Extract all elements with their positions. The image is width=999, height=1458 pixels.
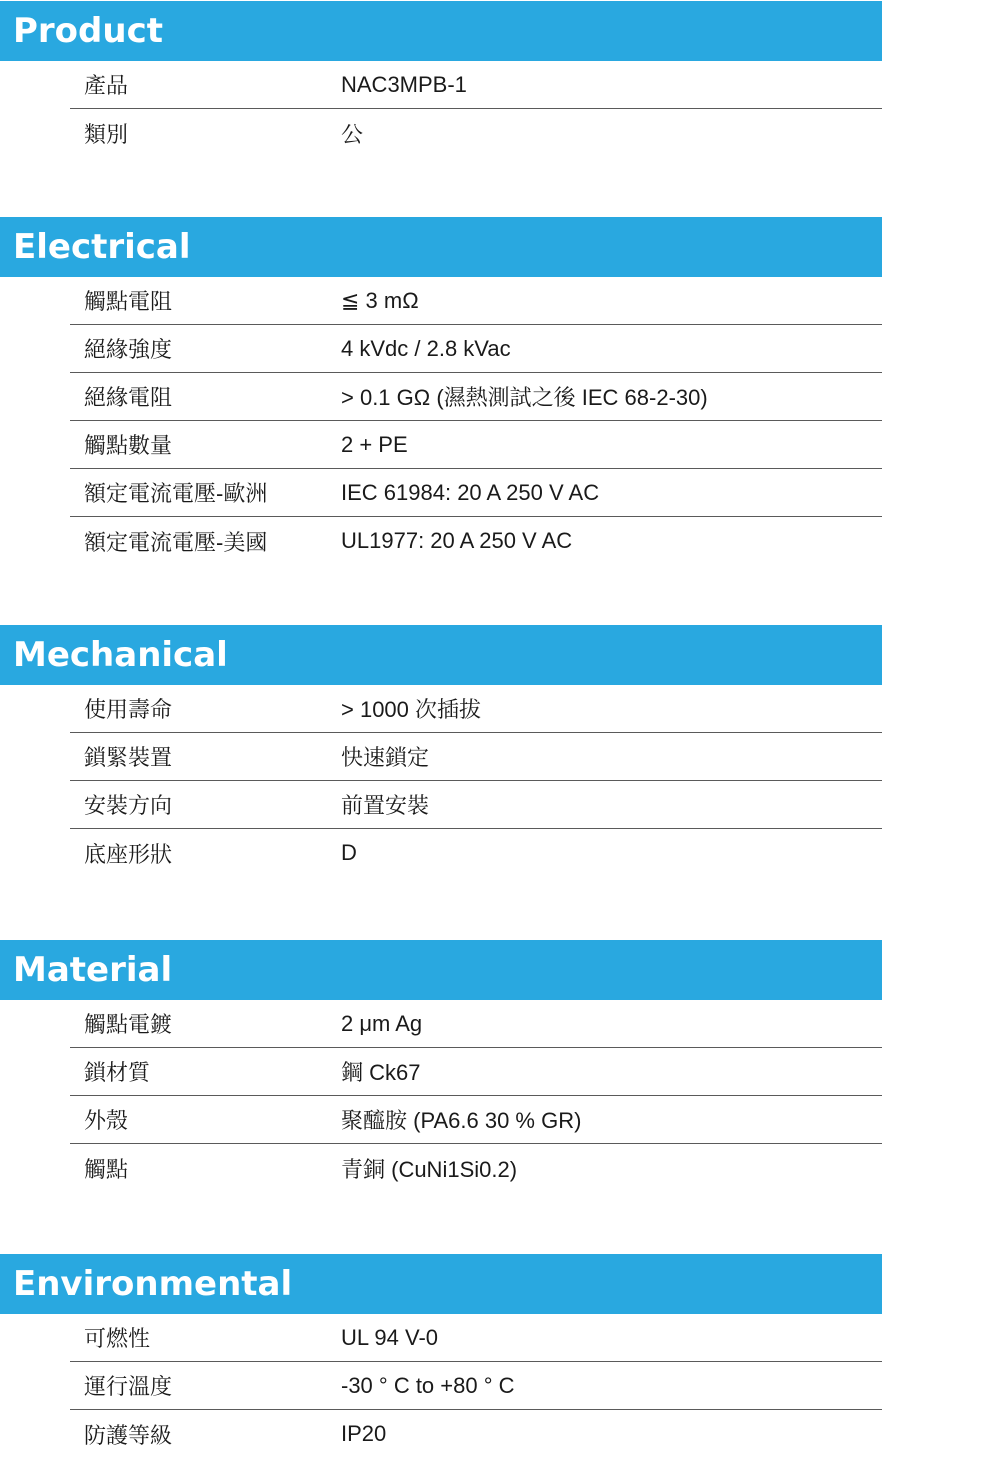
spec-value: ≦ 3 mΩ (341, 287, 419, 313)
spec-value: > 0.1 GΩ (濕熱測試之後 IEC 68-2-30) (341, 385, 708, 410)
spec-row (70, 1362, 882, 1410)
spec-label: 觸點電鍍 (84, 1012, 173, 1037)
section-title: Environmental (0, 1254, 882, 1314)
spec-table (70, 277, 882, 565)
spec-value: NAC3MPB-1 (341, 71, 467, 97)
spec-row (70, 1096, 882, 1144)
spec-row (70, 733, 882, 781)
spec-value: IEC 61984: 20 A 250 V AC (341, 479, 600, 505)
spec-label: 底座形狀 (84, 841, 173, 867)
spec-value: 青銅 (CuNi1Si0.2) (341, 1156, 518, 1182)
spec-label: 觸點 (84, 1156, 129, 1182)
spec-row (70, 781, 882, 829)
spec-value: 聚醯胺 (PA6.6 30 % GR) (341, 1108, 582, 1133)
spec-row (70, 373, 882, 421)
spec-table (70, 685, 882, 877)
spec-row (70, 1048, 882, 1096)
spec-row (70, 517, 882, 565)
spec-label: 類別 (84, 121, 129, 147)
spec-row (70, 1410, 882, 1458)
spec-row (70, 61, 882, 109)
spec-row (70, 829, 882, 877)
spec-row (70, 1314, 882, 1362)
spec-value: UL 94 V-0 (341, 1324, 439, 1350)
section-material (0, 940, 882, 1192)
spec-label: 鎖材質 (84, 1060, 151, 1085)
spec-table (70, 61, 882, 157)
spec-label: 絕緣電阻 (84, 385, 173, 410)
section-title: Product (0, 1, 882, 61)
spec-row (70, 325, 882, 373)
spec-value: -30 ° C to +80 ° C (341, 1372, 515, 1398)
spec-label: 鎖緊裝置 (84, 745, 173, 770)
spec-label: 觸點電阻 (84, 289, 173, 314)
spec-label: 安裝方向 (84, 793, 173, 818)
section-electrical (0, 217, 882, 565)
spec-value: IP20 (341, 1421, 387, 1446)
spec-value: D (341, 840, 357, 865)
spec-label: 外殼 (84, 1108, 129, 1133)
spec-label: 可燃性 (84, 1326, 151, 1351)
spec-row (70, 469, 882, 517)
spec-value: 4 kVdc / 2.8 kVac (341, 335, 511, 361)
spec-label: 防護等級 (84, 1422, 173, 1448)
section-mechanical (0, 625, 882, 877)
spec-row (70, 1144, 882, 1192)
spec-label: 額定電流電壓-歐洲 (84, 481, 268, 506)
spec-value: 前置安裝 (341, 793, 430, 818)
spec-value: 2 + PE (341, 431, 408, 457)
section-title: Mechanical (0, 625, 882, 685)
spec-value: 快速鎖定 (341, 745, 430, 770)
spec-value: 2 μm Ag (341, 1010, 423, 1036)
spec-value: 鋼 Ck67 (341, 1060, 421, 1085)
spec-row (70, 421, 882, 469)
spec-label: 運行溫度 (84, 1374, 173, 1399)
spec-label: 額定電流電壓-美國 (84, 529, 268, 555)
spec-row (70, 1000, 882, 1048)
spec-label: 觸點數量 (84, 433, 173, 458)
spec-label: 產品 (84, 73, 129, 98)
spec-row (70, 277, 882, 325)
section-product (0, 1, 882, 157)
spec-value: 公 (341, 121, 364, 147)
spec-label: 使用壽命 (84, 697, 173, 722)
spec-label: 絕緣強度 (84, 337, 173, 362)
spec-row (70, 109, 882, 157)
spec-row (70, 685, 882, 733)
spec-value: UL1977: 20 A 250 V AC (341, 528, 573, 553)
spec-table (70, 1000, 882, 1192)
spec-table (70, 1314, 882, 1458)
spec-value: > 1000 次插拔 (341, 697, 482, 722)
section-title: Material (0, 940, 882, 1000)
section-title: Electrical (0, 217, 882, 277)
section-environmental (0, 1254, 882, 1458)
